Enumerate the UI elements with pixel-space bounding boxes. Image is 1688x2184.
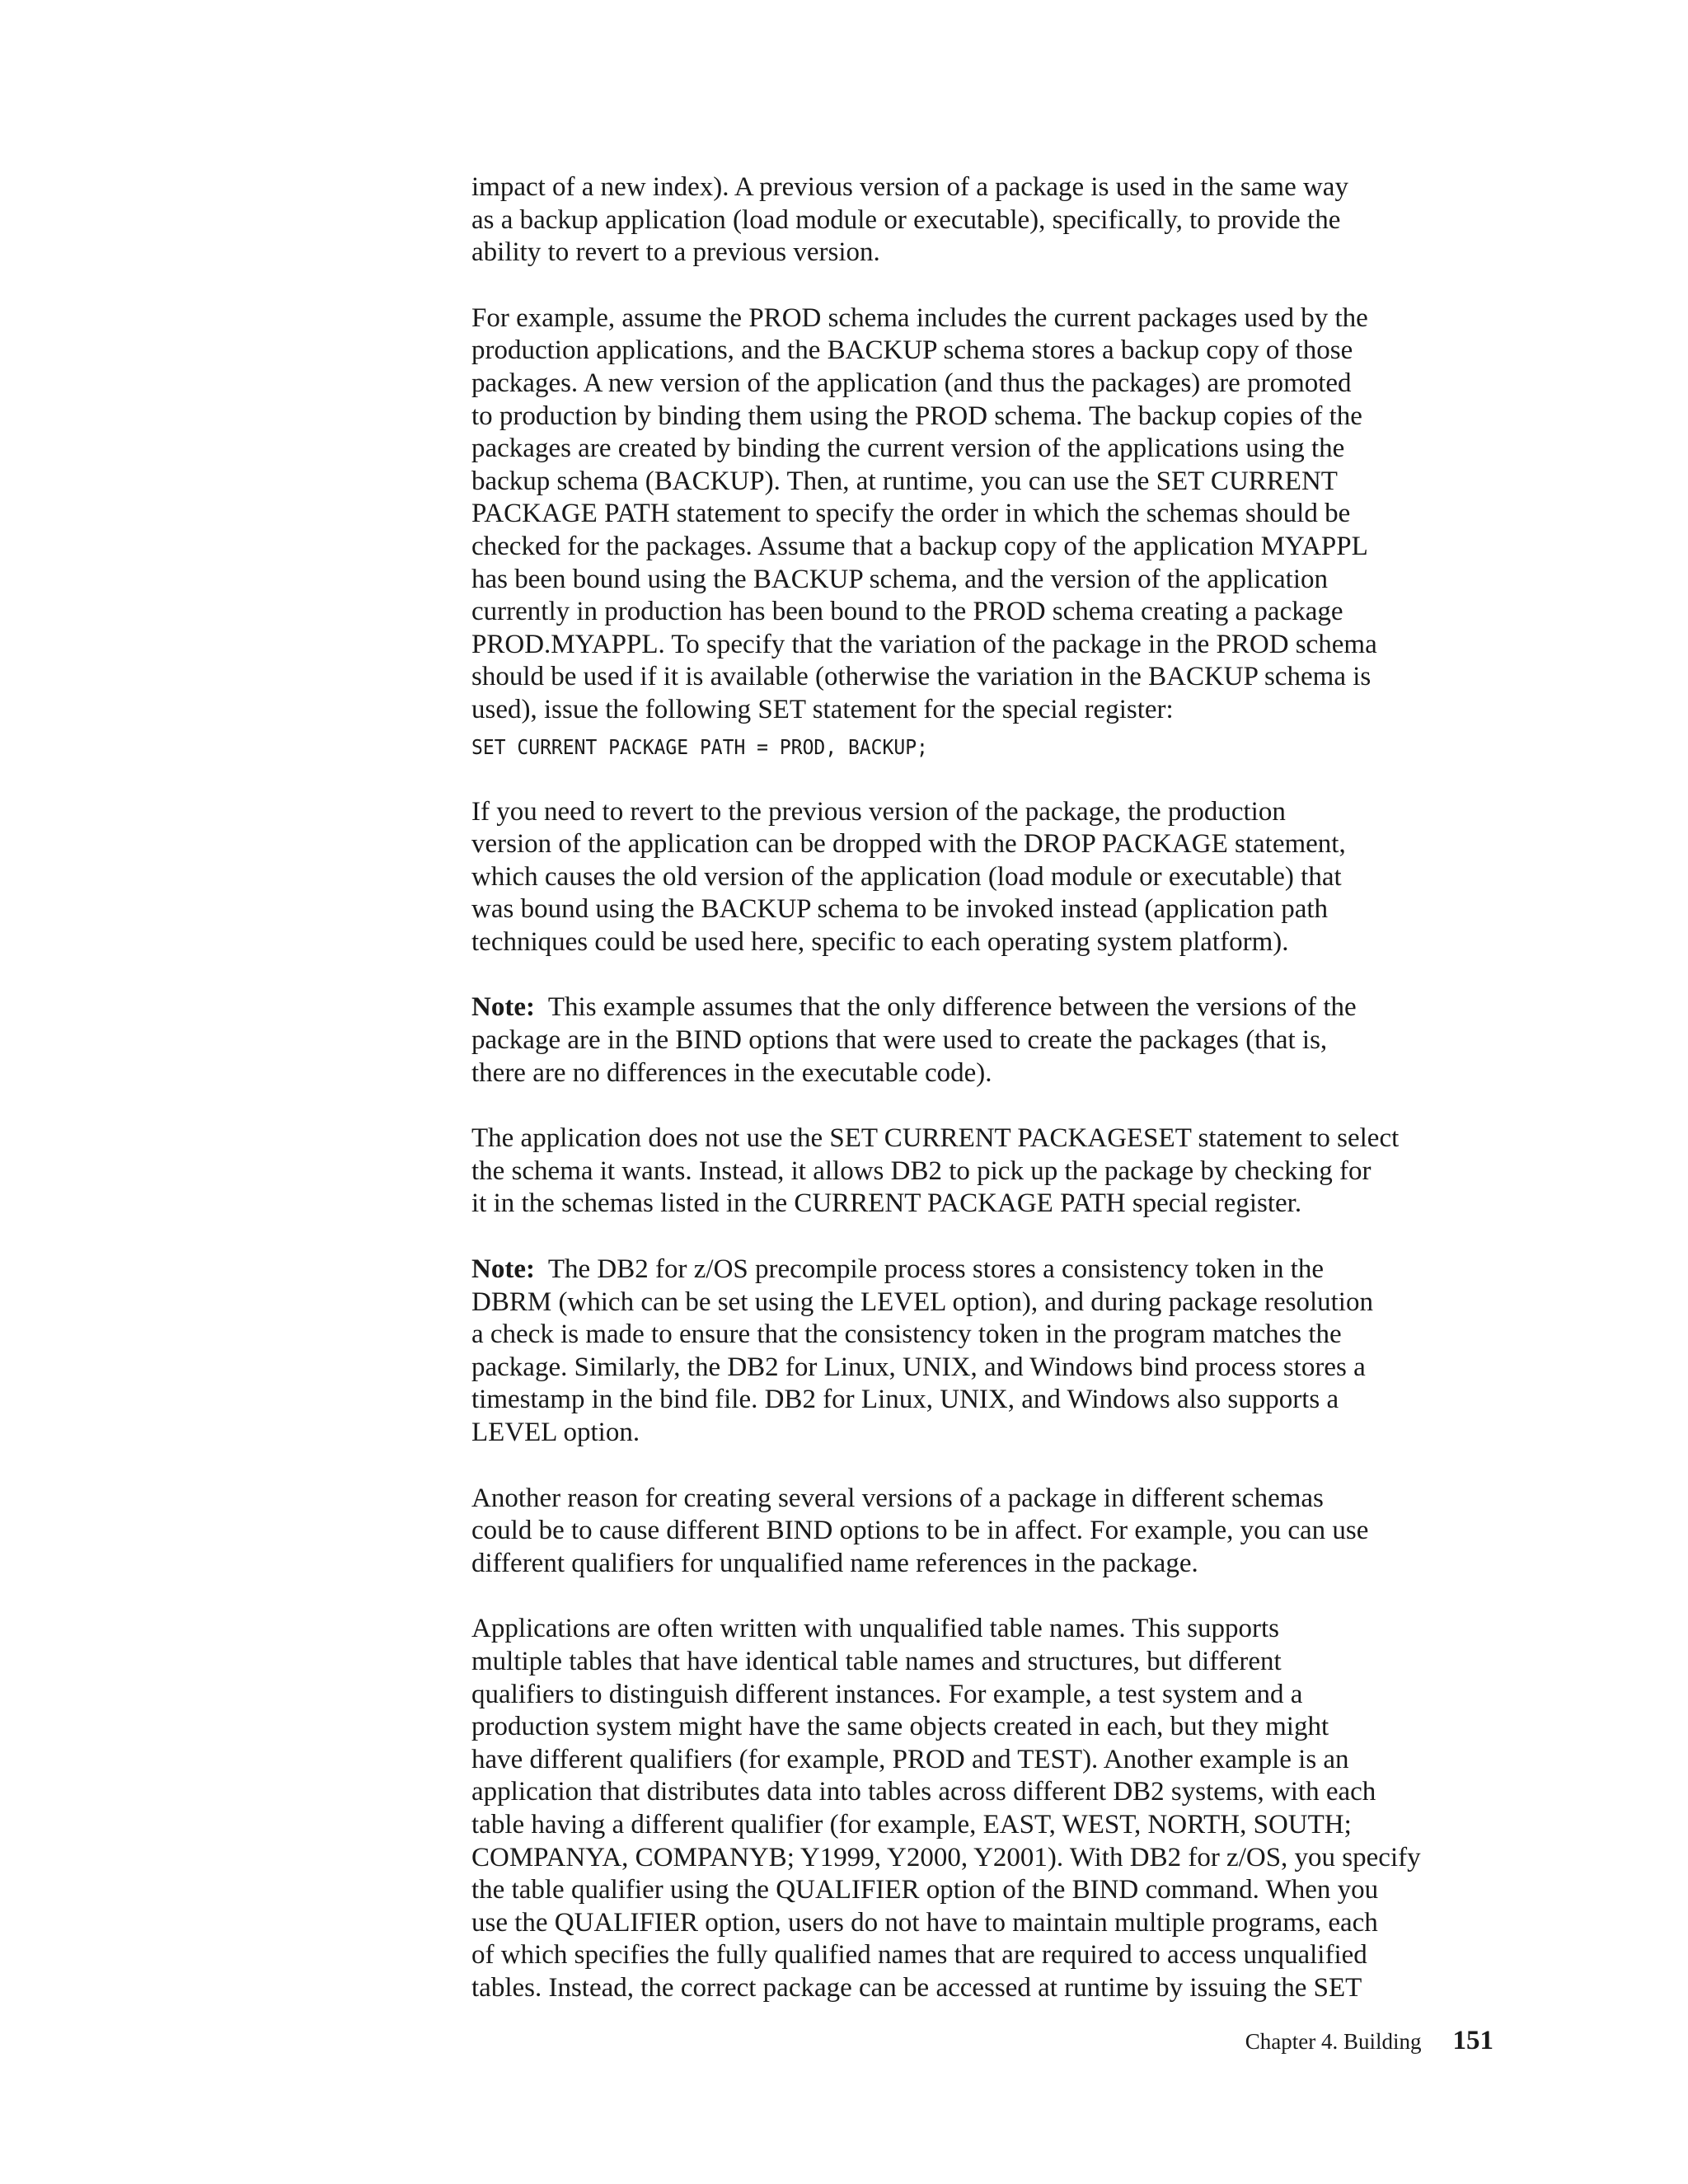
text-line: timestamp in the bind file. DB2 for Linux, UNIX, and Windows also supports a <box>471 1385 1339 1415</box>
text-line: use the QUALIFIER option, users do not have to maintain multiple programs, each <box>471 1907 1378 1938</box>
page-number: 151 <box>1452 2026 1493 2055</box>
paragraph-prod-schema-example <box>471 302 1493 727</box>
text-line: Applications are often written with unqualified table names. This supports <box>471 1614 1280 1644</box>
text-line: should be used if it is available (otherwise the variation in the BACKUP schema is <box>471 662 1372 692</box>
code-example: SET CURRENT PACKAGE PATH = PROD, BACKUP; <box>471 734 928 759</box>
chapter-title: Chapter 4. Building <box>1245 2029 1422 2054</box>
text-line: the table qualifier using the QUALIFIER option of the BIND command. When you <box>471 1875 1379 1905</box>
text-line <box>471 991 1493 1024</box>
text-line: production applications, and the BACKUP schema stores a backup copy of those <box>471 335 1353 366</box>
paragraph-spacer <box>471 1450 1493 1483</box>
text-line: The application does not use the SET CURRENT PACKAGESET statement to select <box>471 1123 1400 1154</box>
text-line: techniques could be used here, specific to each operating system platform). <box>471 926 1289 957</box>
text-line: multiple tables that have identical table names and structures, but different <box>471 1646 1282 1676</box>
text-line: the schema it wants. Instead, it allows DB2 to pick up the package by checking for <box>471 1155 1372 1186</box>
text-line: as a backup application (load module or executable), specifically, to provide the <box>471 204 1341 235</box>
text-line: package are in the BIND options that were used to create the packages (that is, <box>471 1025 1328 1056</box>
text-line: ability to revert to a previous version. <box>471 237 880 268</box>
text-line <box>471 1254 1493 1286</box>
text-line: COMPANYA, COMPANYB; Y1999, Y2000, Y2001). With DB2 for z/OS, you specify <box>471 1842 1421 1872</box>
paragraph-packageset <box>471 1122 1493 1221</box>
note-text: The DB2 for z/OS precompile process stores a consistency token in the <box>547 1254 1325 1285</box>
text-line: application that distributes data into tables across different DB2 systems, with each <box>471 1777 1376 1807</box>
paragraph-spacer <box>471 1580 1493 1613</box>
text-line: of which specifies the fully qualified names that are required to access unqualified <box>471 1940 1367 1971</box>
text-line: version of the application can be dropped with the DROP PACKAGE statement, <box>471 829 1346 860</box>
text-line: tables. Instead, the correct package can be accessed at runtime by issuing the SET <box>471 1972 1362 2003</box>
note-label: Note: <box>471 1254 535 1285</box>
text-line: For example, assume the PROD schema includes the current packages used by the <box>471 302 1368 333</box>
text-line: it in the schemas listed in the CURRENT PACKAGE PATH special register. <box>471 1188 1302 1219</box>
note-consistency-token <box>471 1254 1493 1450</box>
text-line: Another reason for creating several versions of a package in different schemas <box>471 1483 1324 1513</box>
text-line: LEVEL option. <box>471 1418 640 1447</box>
text-line: which causes the old version of the application (load module or executable) that <box>471 861 1342 892</box>
text-line: impact of a new index). A previous version of a package is used in the same way <box>471 172 1348 202</box>
paragraph-bind-options <box>471 1483 1493 1581</box>
paragraph-unqualified-tables <box>471 1613 1493 2004</box>
text-line: could be to cause different BIND options to be in affect. For example, you can use <box>471 1516 1369 1546</box>
page-footer <box>1245 2026 1493 2056</box>
text-line: currently in production has been bound to the PROD schema creating a package <box>471 597 1343 627</box>
text-line: production system might have the same objects created in each, but they might <box>471 1712 1329 1742</box>
text-line: backup schema (BACKUP). Then, at runtime, you can use the SET CURRENT <box>471 466 1338 496</box>
paragraph-spacer <box>471 763 1493 796</box>
page-body <box>471 171 1493 2005</box>
text-line: there are no differences in the executable code). <box>471 1057 992 1088</box>
text-line: a check is made to ensure that the consistency token in the program matches the <box>471 1319 1342 1350</box>
text-line: has been bound using the BACKUP schema, and the version of the application <box>471 564 1328 594</box>
paragraph-spacer <box>471 1090 1493 1122</box>
text-line: PACKAGE PATH statement to specify the order in which the schemas should be <box>471 499 1351 529</box>
paragraph-intro-continued <box>471 171 1493 269</box>
text-line: DBRM (which can be set using the LEVEL option), and during package resolution <box>471 1286 1373 1317</box>
text-line: used), issue the following SET statement for the special register: <box>471 694 1174 724</box>
text-line: packages are created by binding the current version of the applications using the <box>471 434 1345 464</box>
paragraph-spacer <box>471 958 1493 991</box>
text-line: PROD.MYAPPL. To specify that the variation of the package in the PROD schema <box>471 629 1377 659</box>
paragraph-revert <box>471 796 1493 959</box>
text-line: checked for the packages. Assume that a backup copy of the application MYAPPL <box>471 531 1368 561</box>
text-line: different qualifiers for unqualified name references in the package. <box>471 1548 1198 1578</box>
text-line: have different qualifiers (for example, PROD and TEST). Another example is an <box>471 1744 1349 1774</box>
text-line: was bound using the BACKUP schema to be invoked instead (application path <box>471 894 1329 925</box>
text-line: table having a different qualifier (for example, EAST, WEST, NORTH, SOUTH; <box>471 1809 1352 1840</box>
note-bind-options <box>471 991 1493 1090</box>
text-line: If you need to revert to the previous version of the package, the production <box>471 796 1286 827</box>
text-line: packages. A new version of the application (and thus the packages) are promoted <box>471 368 1352 398</box>
text-line: qualifiers to distinguish different instances. For example, a test system and a <box>471 1679 1303 1709</box>
note-label: Note: <box>471 992 535 1023</box>
paragraph-spacer <box>471 1221 1493 1254</box>
paragraph-spacer <box>471 269 1493 302</box>
text-line: to production by binding them using the PROD schema. The backup copies of the <box>471 401 1362 431</box>
text-line: package. Similarly, the DB2 for Linux, UNIX, and Windows bind process stores a <box>471 1352 1366 1382</box>
note-text: This example assumes that the only difference between the versions of the <box>547 992 1357 1023</box>
